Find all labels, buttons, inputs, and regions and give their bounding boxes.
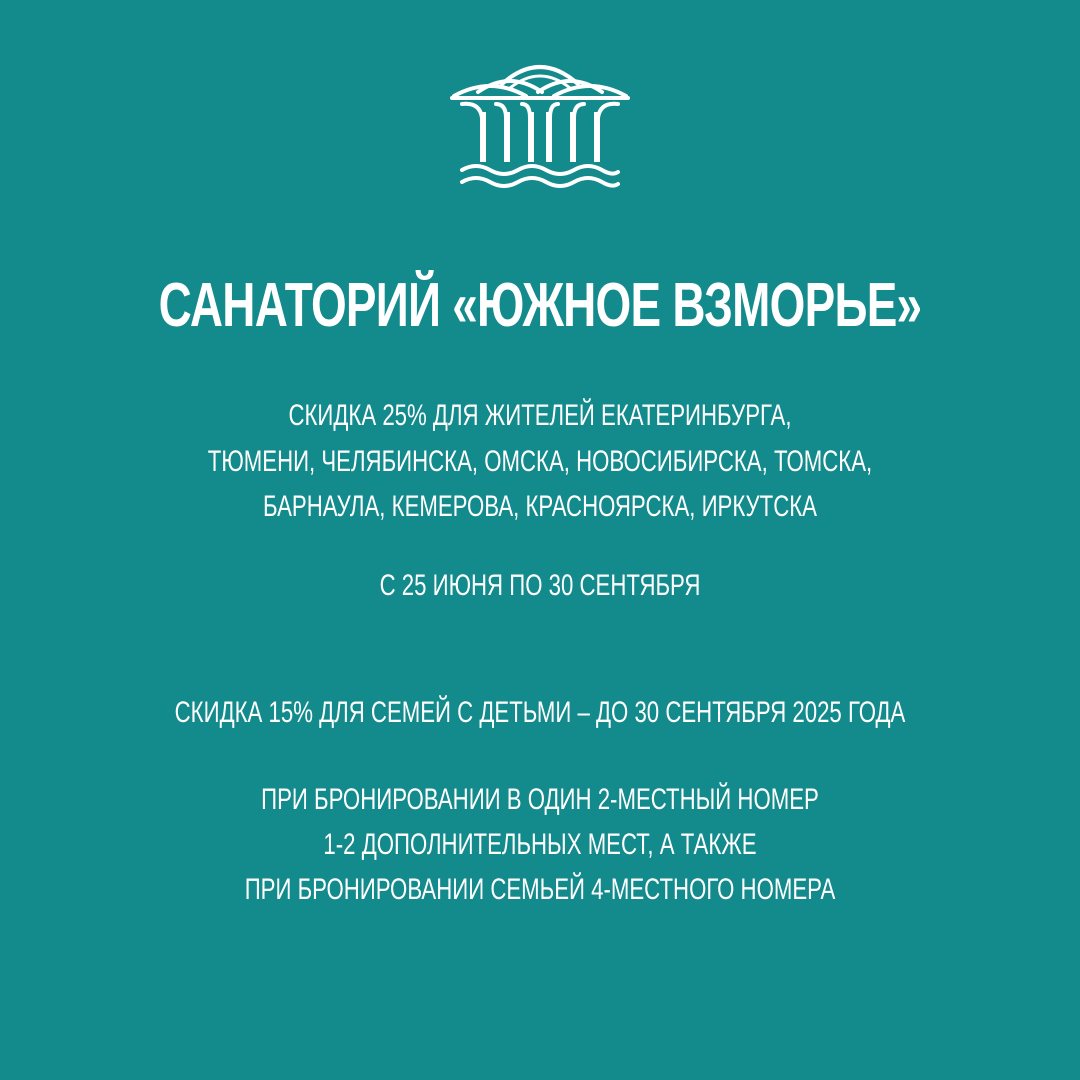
family-discount-condition-1: ПРИ БРОНИРОВАНИИ В ОДИН 2-МЕСТНЫЙ НОМЕР: [261, 783, 819, 816]
colonnade-waves-logo-icon: [440, 52, 640, 192]
family-discount-condition-2: 1-2 ДОПОЛНИТЕЛЬНЫХ МЕСТ, А ТАКЖЕ: [323, 828, 757, 861]
resident-discount-line-2: ТЮМЕНИ, ЧЕЛЯБИНСКА, ОМСКА, НОВОСИБИРСКА, ТОМСКА,: [207, 445, 873, 478]
page-title: САНАТОРИЙ «ЮЖНОЕ ВЗМОРЬЕ»: [158, 271, 922, 340]
resident-discount-line-1: СКИДКА 25% ДЛЯ ЖИТЕЛЕЙ ЕКАТЕРИНБУРГА,: [288, 399, 792, 432]
resident-discount-period: С 25 ИЮНЯ ПО 30 СЕНТЯБРЯ: [379, 569, 701, 602]
resident-discount-line-3: БАРНАУЛА, КЕМЕРОВА, КРАСНОЯРСКА, ИРКУТСКА: [263, 490, 817, 523]
family-discount-headline: СКИДКА 15% ДЛЯ СЕМЕЙ С ДЕТЬМИ – ДО 30 СЕНТЯБРЯ 2025 ГОДА: [174, 696, 906, 729]
family-discount-condition-3: ПРИ БРОНИРОВАНИИ СЕМЬЕЙ 4-МЕСТНОГО НОМЕРА: [244, 873, 836, 906]
